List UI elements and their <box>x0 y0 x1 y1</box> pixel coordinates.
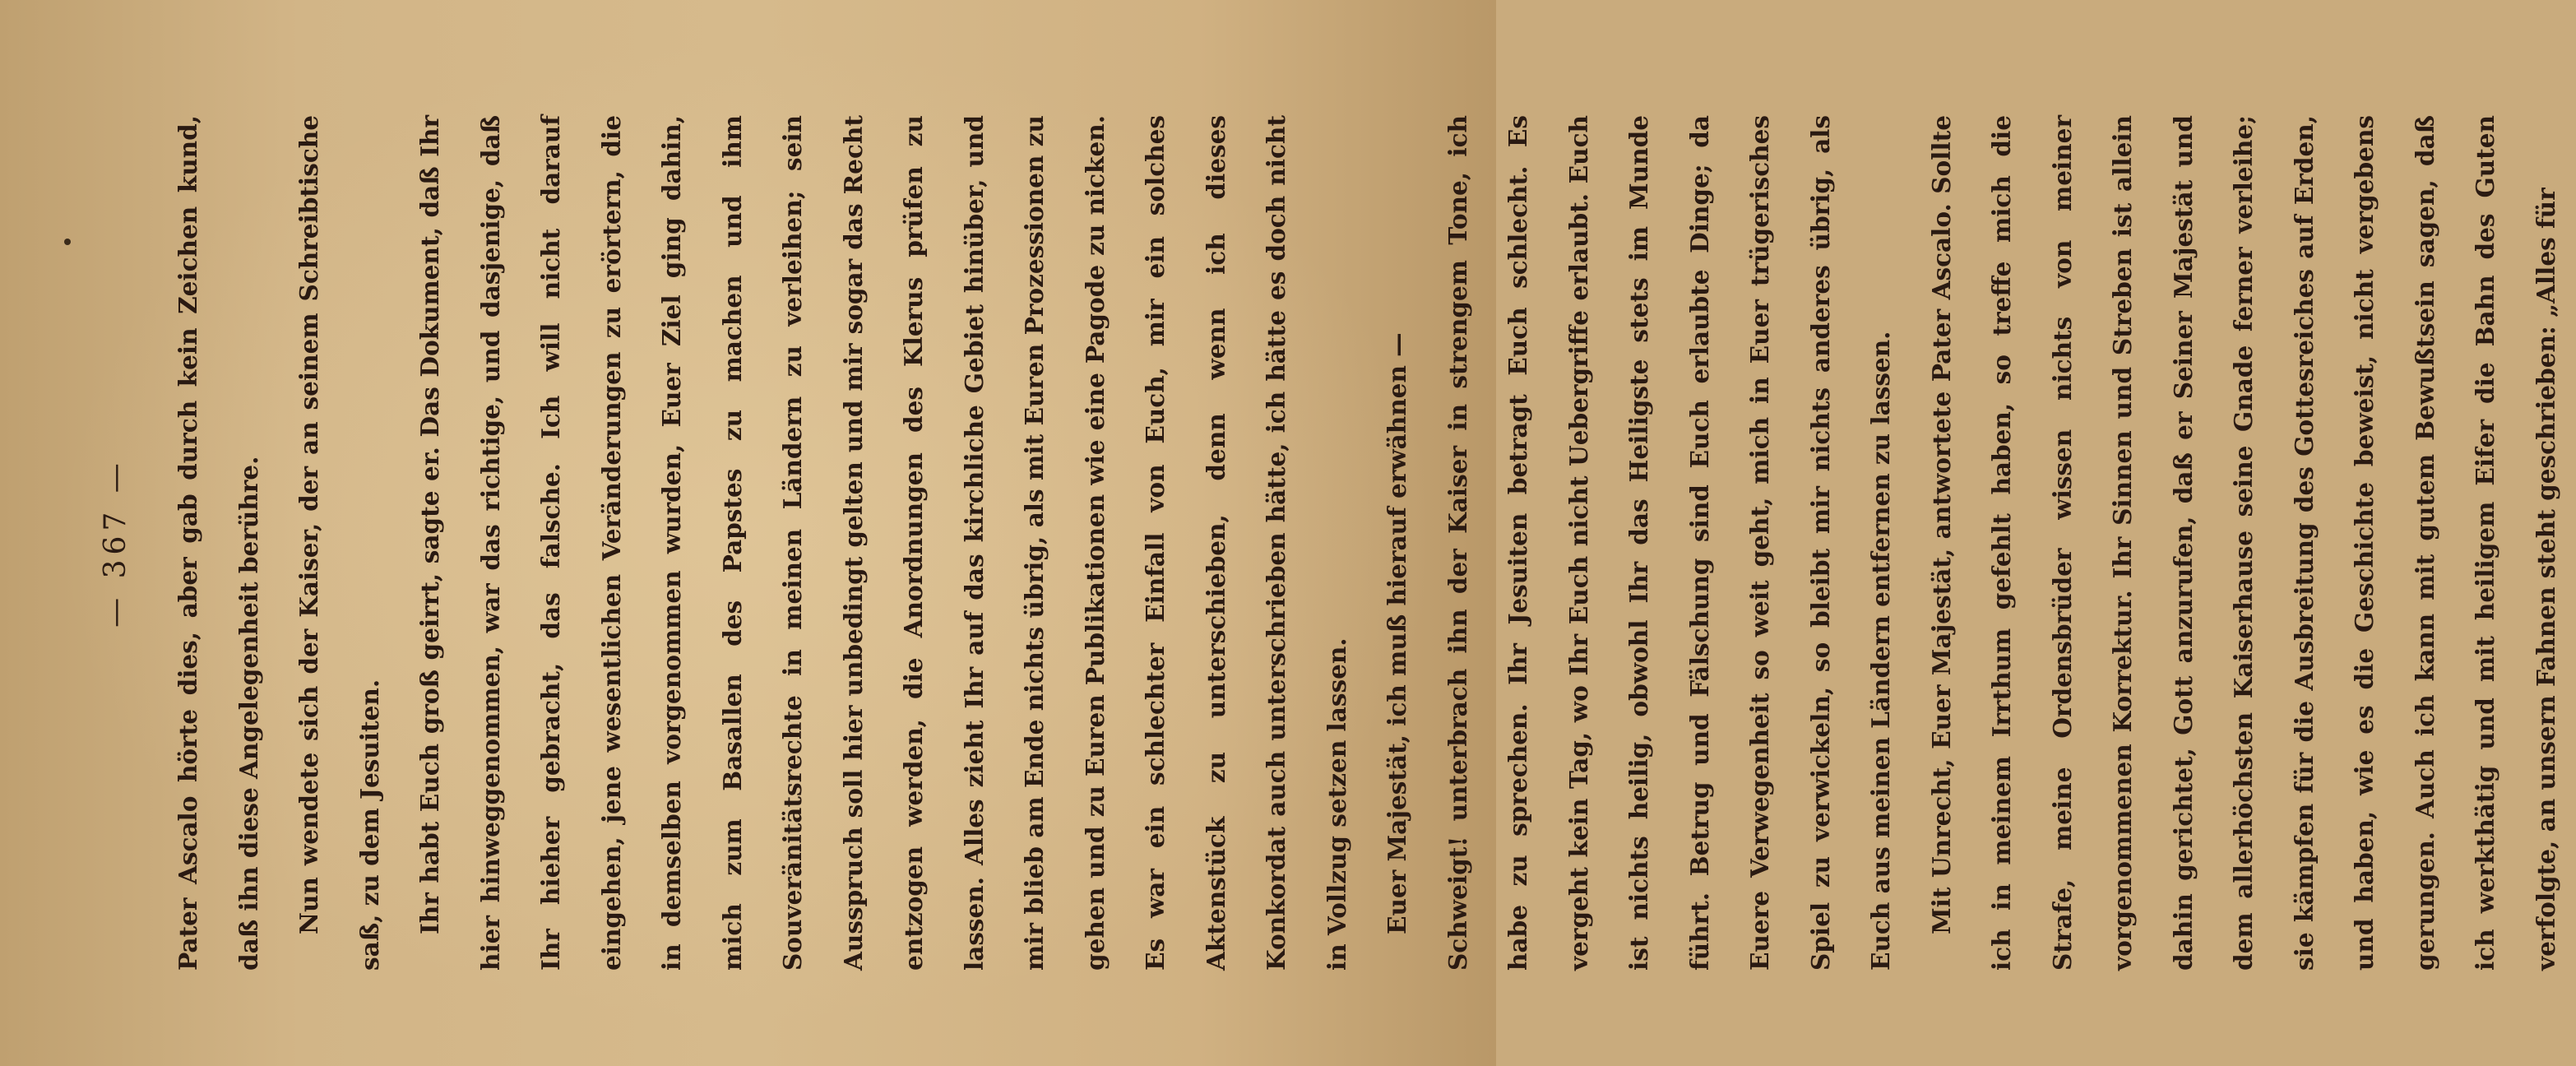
paragraph: Euer Majestät, ich muß hierauf erwähnen — <box>1383 332 1411 934</box>
body-text <box>158 115 2576 971</box>
rotated-text-block <box>66 58 2560 1028</box>
paragraph: Nun wendete sich der Kaiser, der an seinem Schreibtische saß, zu dem Jesuiten. <box>294 115 384 971</box>
paragraph: Schweigt! unterbrach ihn der Kaiser in strengem Tone, ich habe zu sprechen. Ihr Jesuiten betragt Euch schlecht. Es vergeht kein Tag, wo Ihr Euch nicht Uebergriffe erlaubt. Euch ist nichts heilig, obwohl Ihr das Heiligste stets im Munde führt. Betrug und Fälschung sind Euch erlaubte Dinge; da Euere Verwegenheit so weit geht, mich in Euer trügerisches Spiel zu verwickeln, so bleibt mir nichts anderes übrig, als Euch aus meinen Ländern entfernen zu lassen. <box>1443 115 1895 971</box>
paragraph: Ihr habt Euch groß geirrt, sagte er. Das Dokument, daß Ihr hier hinweggenommen, war das richtige, und dasjenige, daß Ihr hieher gebracht, das falsche. Ich will nicht darauf eingehen, jene wesentlichen Veränderungen zu erörtern, die in demselben vorgenommen wurden, Euer Ziel ging dahin, mich zum Basallen des Papstes zu machen und ihm Souveränitätsrechte in meinen Ländern zu verleihen; sein Ausspruch soll hier unbedingt gelten und mir sogar das Recht entzogen werden, die Anordnungen des Klerus prüfen zu lassen. Alles zieht Ihr auf das kirchliche Gebiet hinüber, und mir blieb am Ende nichts übrig, als mit Euren Prozessionen zu gehen und zu Euren Publikationen wie eine Pagode zu nicken. Es war ein schlechter Einfall von Euch, mir ein solches Aktenstück zu unterschieben, denn wenn ich dieses Konkordat auch unterschrieben hätte, ich hätte es doch nicht in Vollzug setzen lassen. <box>415 115 1351 971</box>
paragraph: Pater Ascalo hörte dies, aber gab durch kein Zeichen kund, daß ihn diese Angelegenheit berühre. <box>174 115 263 971</box>
page-number-header: — 367 — <box>99 458 132 628</box>
paragraph: Mit Unrecht, Euer Majestät, antwortete Pater Ascalo. Sollte ich in meinem Irrthum gefehlt haben, so treffe mich die Strafe, meine Ordensbrüder wissen nichts von meiner vorgenommenen Korrektur. Ihr Sinnen und Streben ist allein dahin gerichtet, Gott anzurufen, daß er Seiner Majestät und dem allerhöchsten Kaiserhause seine Gnade ferner verleihe; sie kämpfen für die Ausbreitung des Gottesreiches auf Erden, und haben, wie es die Geschichte beweist, nicht vergebens gerungen. Auch ich kann mit gutem Bewußtsein sagen, daß ich werkthätig und mit heiligem Eifer die Bahn des Guten verfolgte, an unsern Fahnen steht geschrieben: „Alles für <box>1926 115 2560 971</box>
